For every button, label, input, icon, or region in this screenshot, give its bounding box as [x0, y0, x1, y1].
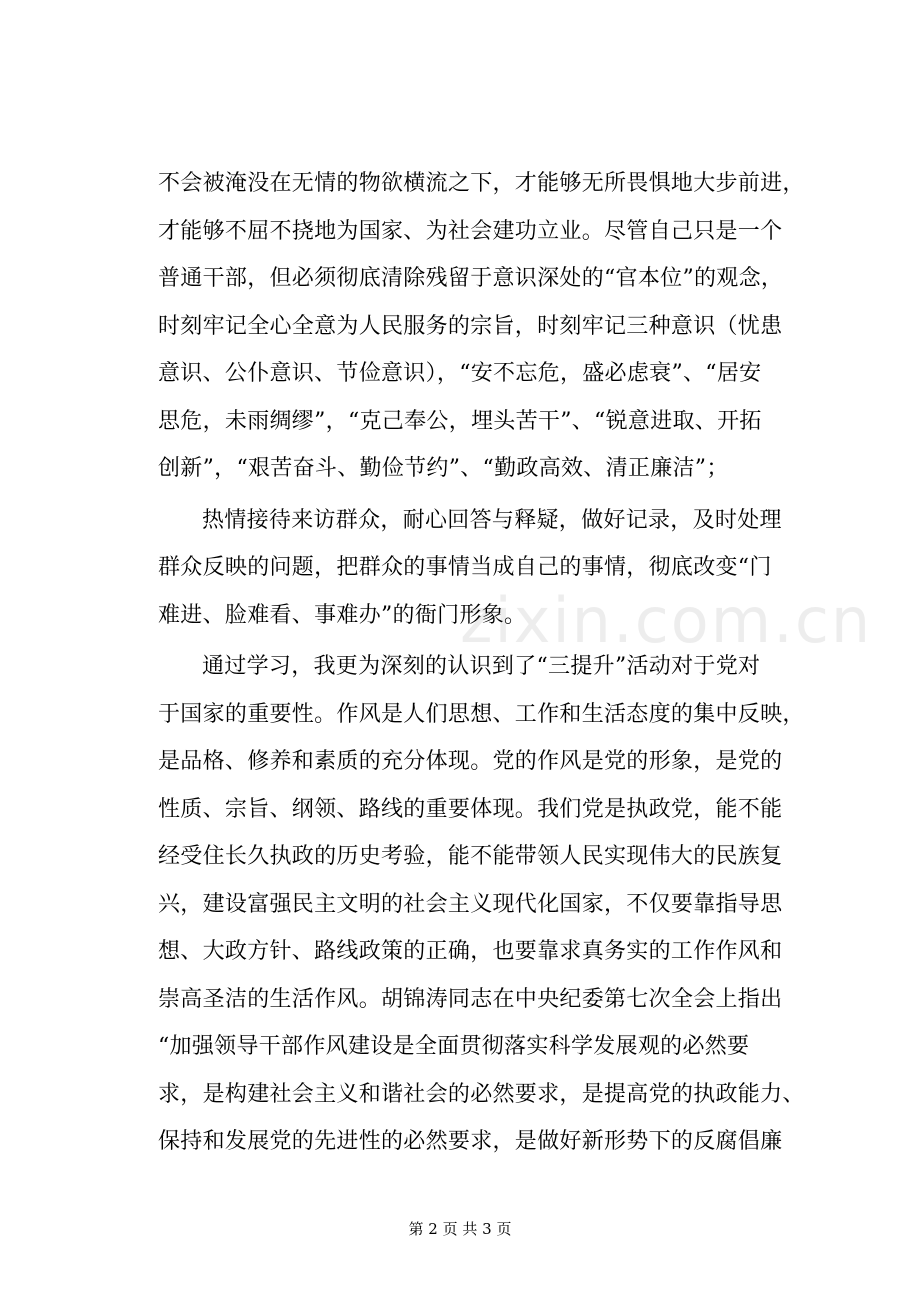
text-line: 通过学习，我更为深刻的认识到了“三提升”活动对于党对 [202, 654, 761, 679]
text-line: 思危，未雨绸缪”，“克己奉公，埋头苦干”、“锐意进取、开拓 [158, 408, 762, 434]
text-line: 性质、宗旨、纲领、路线的重要体现。我们党是执政党，能不能 [158, 796, 783, 822]
paragraph [158, 643, 828, 1166]
text-line: 保持和发展党的先进性的必然要求，是做好新形势下的反腐倡廉 [158, 1129, 783, 1154]
text-line: 难进、脸难看、事难办”的衙门形象。 [158, 602, 527, 628]
text-line: 群众反映的问题，把群众的事情当成自己的事情，彻底改变“门 [158, 555, 772, 580]
paragraph [158, 497, 828, 640]
text-line: 是品格、修养和素质的充分体现。党的作风是党的形象，是党的 [158, 749, 783, 774]
text-line: 创新”，“艰苦奋斗、勤俭节约”、“勤政高效、清正廉洁”； [158, 456, 729, 481]
text-line: “加强领导干部作风建设是全面贯彻落实科学发展观的必然要 [158, 1034, 750, 1059]
text-line: 崇高圣洁的生活作风。胡锦涛同志在中央纪委第七次全会上指出 [158, 986, 783, 1012]
text-line: 于国家的重要性。作风是人们思想、工作和生活态度的集中反映， [158, 701, 805, 727]
text-line: 想、大政方针、路线政策的正确，也要靠求真务实的工作作风和 [158, 939, 783, 964]
watermark: zixin.com.cn [460, 584, 873, 657]
text-line: 意识、公仆意识、节俭意识），“安不忘危，盛必虑衰”、“居安 [158, 361, 762, 386]
paragraph [158, 160, 828, 493]
document-body [158, 160, 828, 1166]
text-line: 兴，建设富强民主文明的社会主义现代化国家，不仅要靠指导思 [158, 891, 783, 917]
text-line: 才能够不屈不挠地为国家、为社会建功立业。尽管自己只是一个 [158, 218, 783, 244]
text-line: 时刻牢记全心全意为人民服务的宗旨，时刻牢记三种意识（忧患 [158, 313, 783, 339]
text-line: 求，是构建社会主义和谐社会的必然要求，是提高党的执政能力、 [158, 1081, 805, 1107]
text-line: 普通干部，但必须彻底清除残留于意识深处的“官本位”的观念， [158, 266, 784, 291]
page-footer [0, 1218, 920, 1239]
page-number: 第 2 页 共 3 页 [408, 1220, 512, 1238]
text-line: 热情接待来访群众，耐心回答与释疑，做好记录，及时处理 [202, 507, 782, 533]
text-line: 不会被淹没在无情的物欲横流之下，才能够无所畏惧地大步前进， [158, 171, 805, 196]
text-line: 经受住长久执政的历史考验，能不能带领人民实现伟大的民族复 [158, 844, 783, 869]
